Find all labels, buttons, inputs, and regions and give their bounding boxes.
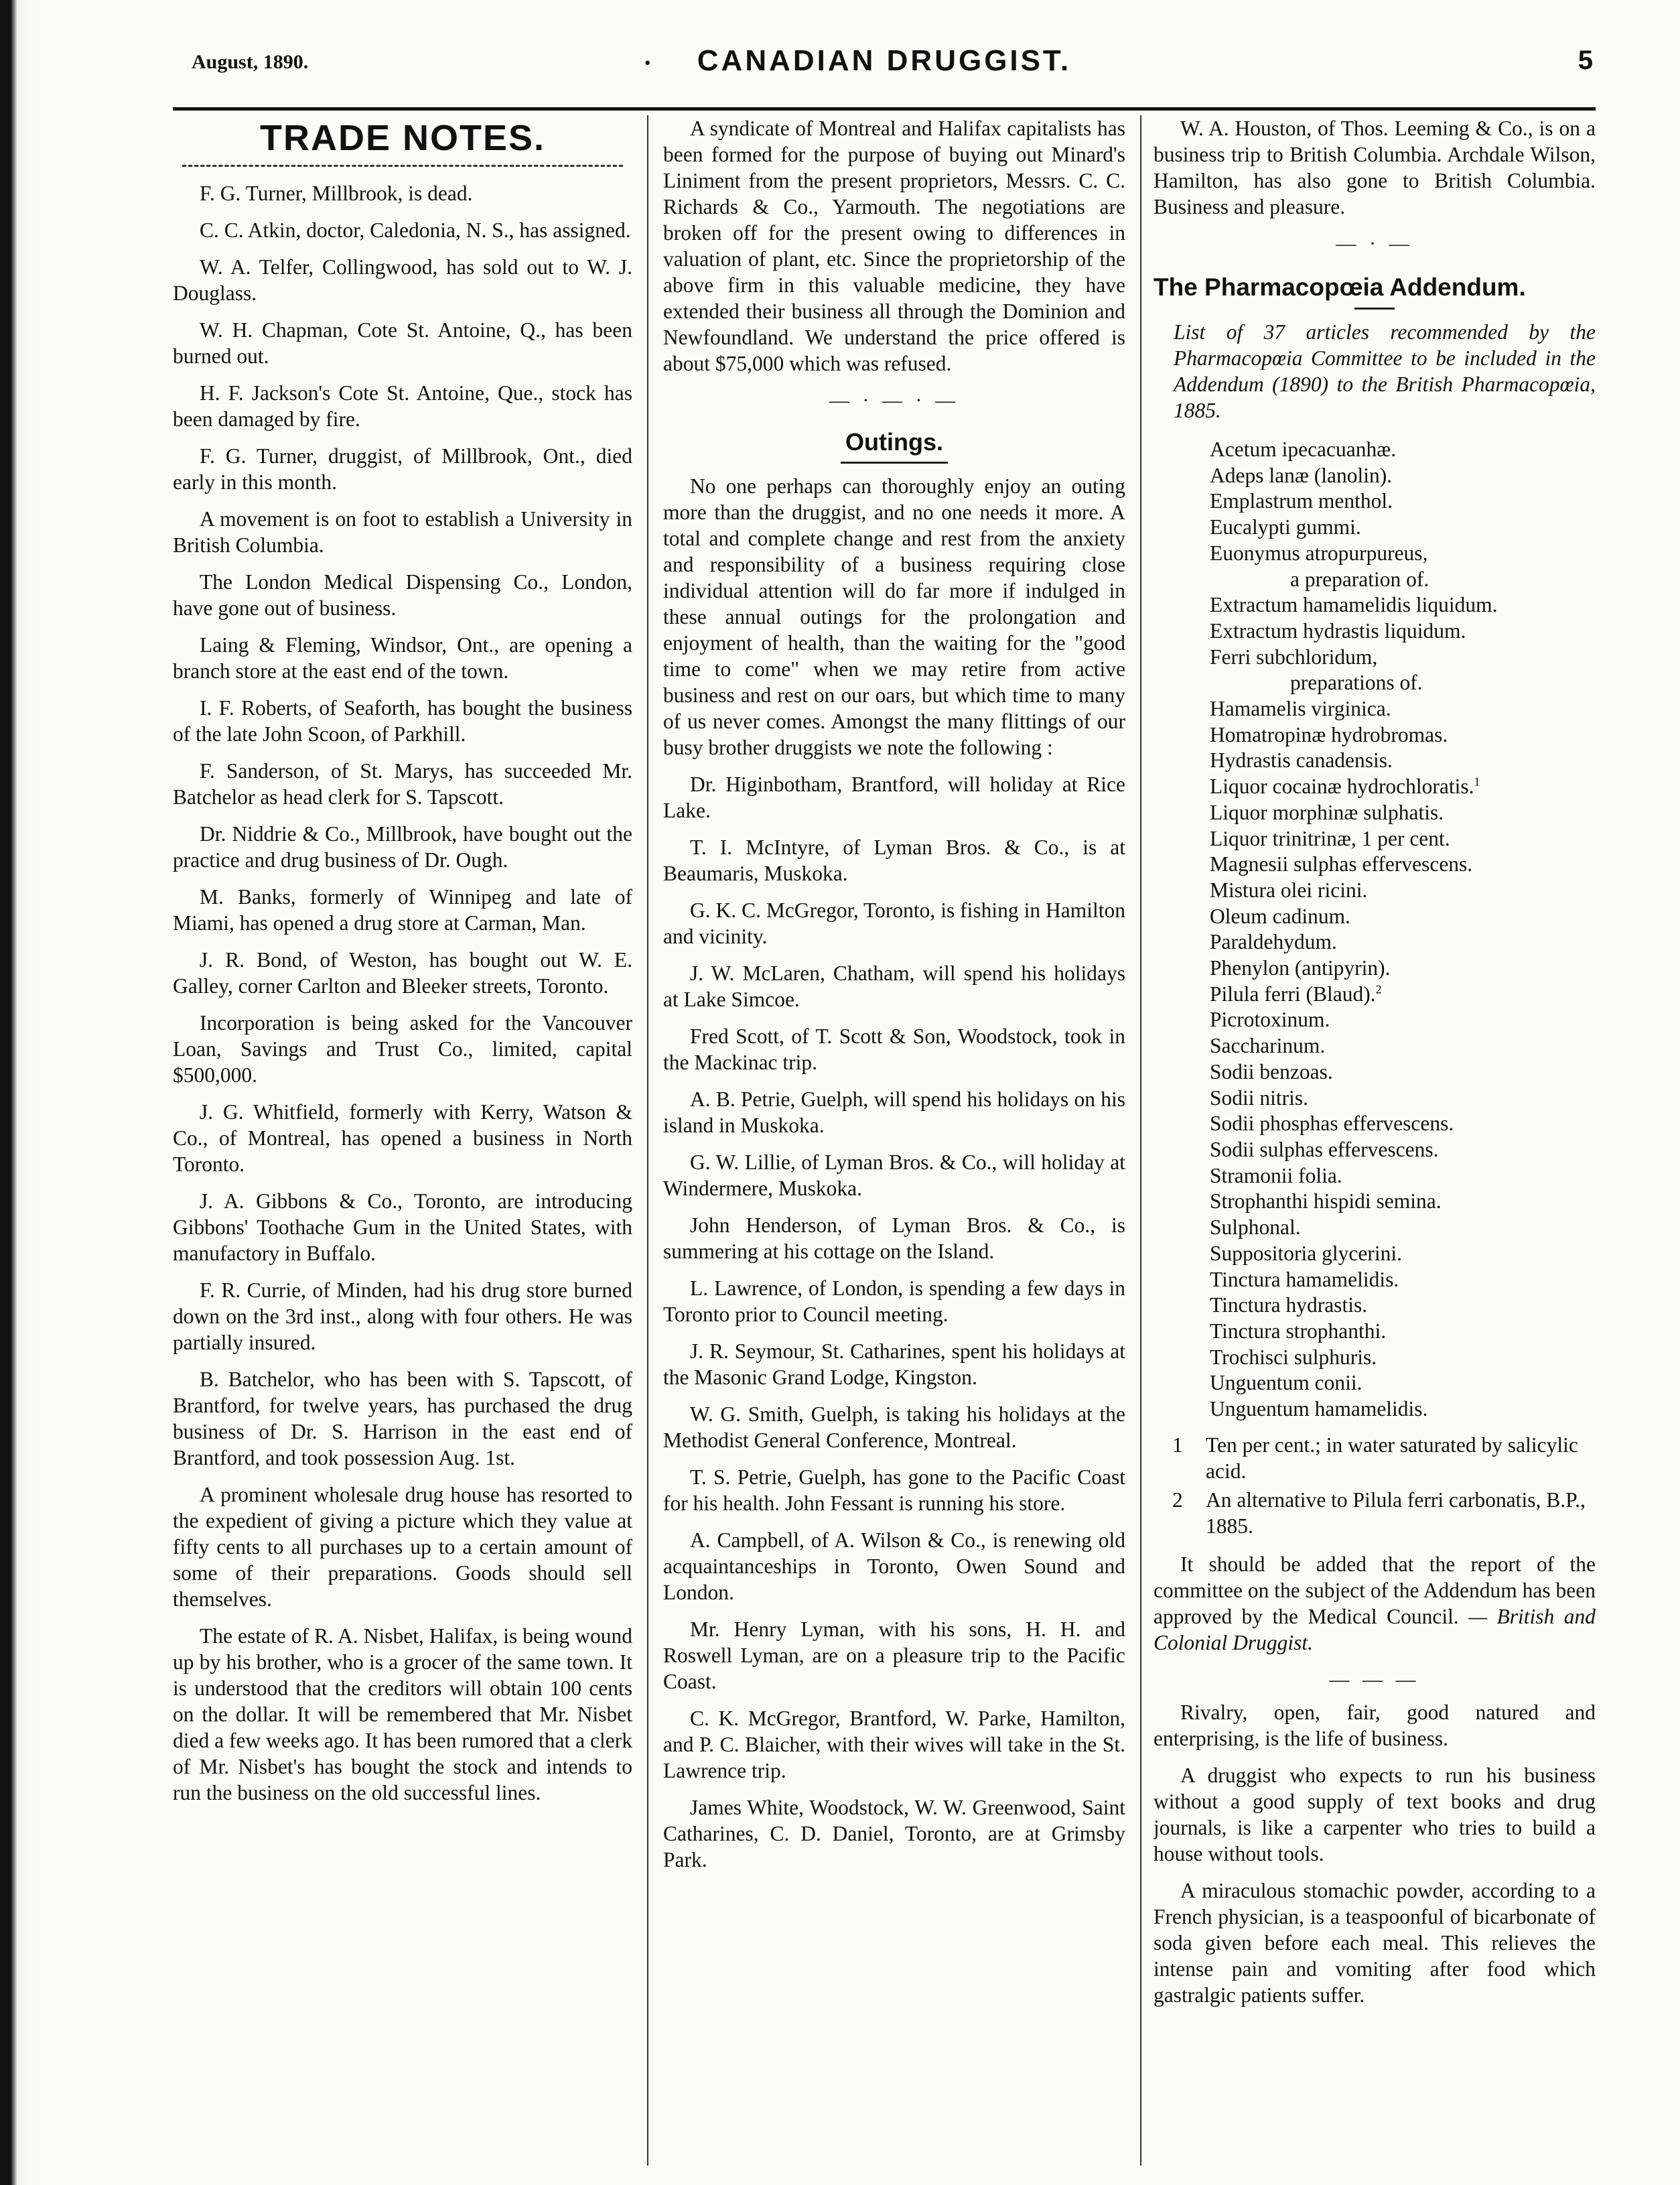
pharmacopoeia-article <box>1210 645 1596 696</box>
article-name: Pilula ferri (Blaud). <box>1210 982 1376 1006</box>
heading-rule <box>841 462 948 464</box>
article-name: Liquor morphinæ sulphatis. <box>1210 800 1444 824</box>
pharmacopoeia-article <box>1210 1033 1596 1059</box>
miscellany-item: A miraculous stomachic powder, according to a French physician, is a teaspoonful of bicarbonate of soda given before each meal. This relieves the intense pain and vomiting after food which gastralgic patients suffer. <box>1153 1878 1596 2007</box>
trade-note: The estate of R. A. Nisbet, Halifax, is being wound up by his brother, who is a grocer of the same town. It is understood that the creditors will obtain 100 cents on the dollar. It will be remembered that Mr. Nisbet died a few weeks ago. It has been rumored that a clerk of Mr. Nisbet's has bought the stock and intends to run the business on the old successful lines. <box>173 1624 632 1804</box>
page-number: 5 <box>1578 46 1593 75</box>
outing-item: W. G. Smith, Guelph, is taking his holidays at the Methodist General Conference, Montreal. <box>663 1402 1125 1452</box>
pharmacopoeia-article <box>1210 1111 1596 1137</box>
trade-note: W. H. Chapman, Cote St. Antoine, Q., has been burned out. <box>173 318 632 368</box>
pharmacopoeia-article <box>1210 722 1596 748</box>
closing-text: It should be added that the report of the committee on the subject of the Addendum has been approved by the Medical Council. <box>1153 1552 1596 1628</box>
article-name: Ferri subchloridum, <box>1210 645 1378 669</box>
article-name: Tinctura hamamelidis. <box>1210 1267 1399 1291</box>
article-name: Paraldehydum. <box>1210 930 1337 954</box>
heading-rule <box>182 165 624 167</box>
trade-notes-list <box>173 180 632 1806</box>
footnote-number: 1 <box>1172 1433 1183 1457</box>
article-name: Phenylon (antipyrin). <box>1210 956 1391 980</box>
outing-item: T. I. McIntyre, of Lyman Bros. & Co., is at Beaumaris, Muskoka. <box>663 836 1125 885</box>
pharmacopoeia-article <box>1210 515 1596 541</box>
article-name: Magnesii sulphas effervescens. <box>1210 852 1473 876</box>
article-subline: preparations of. <box>1290 671 1423 695</box>
outing-item: John Henderson, of Lyman Bros. & Co., is summering at his cottage on the Island. <box>663 1213 1125 1263</box>
pharmacopoeia-article <box>1210 618 1596 645</box>
pharmacopoeia-article <box>1210 1345 1596 1371</box>
article-name: Liquor trinitrinæ, 1 per cent. <box>1210 826 1450 850</box>
trade-note: C. C. Atkin, doctor, Caledonia, N. S., has assigned. <box>200 218 631 242</box>
trade-note: Incorporation is being asked for the Vancouver Loan, Savings and Trust Co., limited, capital $500,000. <box>173 1011 632 1087</box>
article-name: Unguentum hamamelidis. <box>1210 1397 1428 1421</box>
article-name: Sulphonal. <box>1210 1215 1301 1240</box>
miscellany-list <box>1153 1699 1596 2008</box>
outing-item: James White, Woodstock, W. W. Greenwood, Saint Catharines, C. D. Daniel, Toronto, are at Grimsby Park. <box>663 1796 1125 1871</box>
pharmacopoeia-article <box>1210 1267 1596 1293</box>
trade-note: F. G. Turner, druggist, of Millbrook, Ont., died early in this month. <box>173 444 632 494</box>
column-3 <box>1153 115 1596 2172</box>
pharmacopoeia-article <box>1210 774 1596 800</box>
footnote-marker: 1 <box>1474 775 1480 789</box>
article-name: Hydrastis canadensis. <box>1210 748 1393 773</box>
pharmacopoeia-article <box>1210 1241 1596 1267</box>
pharmacopoeia-closing <box>1153 1551 1596 1656</box>
article-name: Sodii benzoas. <box>1210 1059 1333 1083</box>
article-name: Mistura olei ricini. <box>1210 878 1368 902</box>
outing-item: W. A. Houston, of Thos. Leeming & Co., is on a business trip to British Columbia. Archdale Wilson, Hamilton, has also gone to British Columbia. Business and pleasure. <box>1153 117 1596 218</box>
pharmacopoeia-article <box>1210 1163 1596 1189</box>
outings-continued <box>1153 115 1596 220</box>
article-name: Euonymus atropurpureus, <box>1210 541 1428 565</box>
outing-item: Fred Scott, of T. Scott & Son, Woodstock, took in the Mackinac trip. <box>663 1024 1125 1074</box>
section-separator: — — — <box>1329 1668 1420 1691</box>
article-subline: a preparation of. <box>1290 567 1429 591</box>
footnote-marker: 2 <box>1375 982 1382 996</box>
trade-note: I. F. Roberts, of Seaforth, has bought the business of the late John Scoon, of Parkhill. <box>173 696 632 746</box>
page-binding-edge <box>0 0 39 2185</box>
pharmacopoeia-article <box>1210 463 1596 489</box>
section-separator: — · — · — <box>829 389 959 411</box>
outing-item: Dr. Higinbotham, Brantford, will holiday at Rice Lake. <box>663 773 1125 822</box>
outing-item: G. K. C. McGregor, Toronto, is fishing in Hamilton and vicinity. <box>663 899 1125 948</box>
article-name: Unguentum conii. <box>1210 1371 1362 1395</box>
article-name: Eucalypti gummi. <box>1210 515 1361 539</box>
column-2 <box>663 115 1125 2172</box>
outing-item: A. Campbell, of A. Wilson & Co., is renewing old acquaintanceships in Toronto, Owen Sound and London. <box>663 1528 1125 1604</box>
footnote-text: An alternative to Pilula ferri carbonatis, B.P., 1885. <box>1206 1487 1586 1538</box>
trade-note: F. G. Turner, Millbrook, is dead. <box>200 182 473 205</box>
article-name: Sodii nitris. <box>1210 1085 1309 1110</box>
pharmacopoeia-article <box>1210 878 1596 904</box>
trade-note: F. Sanderson, of St. Marys, has succeeded Mr. Batchelor as head clerk for S. Tapscott. <box>173 759 632 809</box>
pharmacopoeia-article <box>1210 1007 1596 1033</box>
heading-rule <box>1354 308 1395 310</box>
article-name: Hamamelis virginica. <box>1210 697 1391 721</box>
footnote <box>1172 1432 1596 1484</box>
pharmacopoeia-article <box>1210 955 1596 982</box>
trade-note: J. A. Gibbons & Co., Toronto, are introducing Gibbons' Toothache Gum in the United States, with manufactory in Buffalo. <box>173 1189 632 1265</box>
footnote <box>1172 1487 1596 1539</box>
article-name: Picrotoxinum. <box>1210 1008 1330 1032</box>
trade-note: A prominent wholesale drug house has resorted to the expedient of giving a picture which they value at fifty cents to all purchases up to a certain amount of some of their preparations. Goods should sell themselves. <box>173 1483 632 1611</box>
pharmacopoeia-article-list <box>1153 437 1596 1422</box>
outing-item: L. Lawrence, of London, is spending a few days in Toronto prior to Council meeting. <box>663 1276 1125 1326</box>
article-name: Tinctura strophanthi. <box>1210 1319 1387 1343</box>
trade-note: Laing & Fleming, Windsor, Ont., are opening a branch store at the east end of the town. <box>173 633 632 683</box>
miscellany-item: Rivalry, open, fair, good natured and enterprising, is the life of business. <box>1153 1700 1596 1750</box>
column-1 <box>173 115 632 2172</box>
miscellany-item: A druggist who expects to run his business without a good supply of text books and drug journals, is like a carpenter who tries to build a house without tools. <box>1153 1763 1596 1865</box>
trade-notes-heading: TRADE NOTES. <box>259 118 546 158</box>
outings-heading: Outings. <box>845 428 943 456</box>
outing-item: C. K. McGregor, Brantford, W. Parke, Hamilton, and P. C. Blaicher, with their wives will take in the St. Lawrence trip. <box>663 1707 1125 1782</box>
article-name: Adeps lanæ (lanolin). <box>1210 463 1393 487</box>
pharmacopoeia-article <box>1210 1396 1596 1422</box>
outing-item: A. B. Petrie, Guelph, will spend his holidays on his island in Muskoka. <box>663 1087 1125 1137</box>
pharmacopoeia-article <box>1210 1370 1596 1396</box>
pharmacopoeia-article <box>1210 1189 1596 1215</box>
article-name: Stramonii folia. <box>1210 1163 1342 1187</box>
outing-item: J. R. Seymour, St. Catharines, spent his holidays at the Masonic Grand Lodge, Kingston. <box>663 1339 1125 1389</box>
pharmacopoeia-article <box>1210 696 1596 722</box>
trade-notes-continued <box>663 115 1125 377</box>
pharmacopoeia-article <box>1210 1215 1596 1241</box>
trade-note: M. Banks, formerly of Winnipeg and late of Miami, has opened a drug store at Carman, Man. <box>173 885 632 935</box>
trade-note: The London Medical Dispensing Co., London, have gone out of business. <box>173 570 632 620</box>
pharmacopoeia-article <box>1210 1137 1596 1163</box>
trade-note: A movement is on foot to establish a University in British Columbia. <box>173 507 632 557</box>
masthead <box>167 42 1601 82</box>
article-name: Sodii phosphas effervescens. <box>1210 1112 1454 1136</box>
pharmacopoeia-article <box>1210 1319 1596 1345</box>
outing-item: J. W. McLaren, Chatham, will spend his holidays at Lake Simcoe. <box>663 962 1125 1011</box>
footnote-number: 2 <box>1172 1487 1183 1512</box>
article-name: Extractum hydrastis liquidum. <box>1210 618 1466 643</box>
pharmacopoeia-article <box>1210 437 1596 463</box>
article-name: Acetum ipecacuanhæ. <box>1210 438 1397 461</box>
article-name: Sodii sulphas effervescens. <box>1210 1137 1439 1161</box>
masthead-dot: · <box>643 48 652 78</box>
publication-title: CANADIAN DRUGGIST. <box>697 44 1072 77</box>
column-divider <box>1140 115 1141 2166</box>
article-name: Strophanthi hispidi semina. <box>1210 1189 1442 1213</box>
article-name: Emplastrum menthol. <box>1210 489 1393 513</box>
column-divider <box>647 115 648 2166</box>
article-name: Tinctura hydrastis. <box>1210 1293 1368 1317</box>
article-name: Liquor cocainæ hydrochloratis. <box>1210 775 1474 799</box>
pharmacopoeia-article <box>1210 982 1596 1008</box>
trade-note: W. A. Telfer, Collingwood, has sold out to W. J. Douglass. <box>173 255 632 305</box>
pharmacopoeia-article <box>1210 748 1596 774</box>
outings-intro: No one perhaps can thoroughly enjoy an outing more than the druggist, and no one needs it more. A total and complete change and rest from the anxiety and responsibility of a business requiring close individual attention will do far more if indulged in these annual outings for the prolongation and enjoyment of health, than the waiting for the "good time to come" when we may retire from active business and rest on our oars, but which time to many of us never comes. Amongst the many flittings of our busy brother druggists we note the following : <box>663 474 1125 759</box>
section-separator: — · — <box>1336 233 1413 255</box>
pharmacopoeia-article <box>1210 541 1596 592</box>
outing-item: Mr. Henry Lyman, with his sons, H. H. and Roswell Lyman, are on a pleasure trip to the Pacific Coast. <box>663 1617 1125 1693</box>
pharmacopoeia-article <box>1210 488 1596 515</box>
trade-note: B. Batchelor, who has been with S. Tapscott, of Brantford, for twelve years, has purchased the drug business of Dr. S. Harrison in the east end of Brantford, and took possession Aug. 1st. <box>173 1368 632 1469</box>
pharmacopoeia-article <box>1210 1293 1596 1319</box>
trade-note: H. F. Jackson's Cote St. Antoine, Que., stock has been damaged by fire. <box>173 381 632 431</box>
trade-note: J. G. Whitfield, formerly with Kerry, Watson & Co., of Montreal, has opened a business in North Toronto. <box>173 1100 632 1176</box>
source-credit: — British and Colonial Druggist. <box>1153 1604 1596 1654</box>
article-name: Oleum cadinum. <box>1210 904 1350 928</box>
trade-note: J. R. Bond, of Weston, has bought out W. E. Galley, corner Carlton and Bleeker streets, Toronto. <box>173 948 632 998</box>
pharmacopoeia-article <box>1210 904 1596 930</box>
article-name: Saccharinum. <box>1210 1034 1326 1058</box>
article-name: Suppositoria glycerini. <box>1210 1241 1402 1265</box>
pharmacopoeia-article <box>1210 592 1596 618</box>
trade-note: Dr. Niddrie & Co., Millbrook, have bought out the practice and drug business of Dr. Ough. <box>173 822 632 872</box>
pharmacopoeia-intro: List of 37 articles recommended by the Pharmacopœia Committee to be included in the Addendum (1890) to the British Pharmacopœia, 1885. <box>1174 320 1596 422</box>
outing-item: G. W. Lillie, of Lyman Bros. & Co., will holiday at Windermere, Muskoka. <box>663 1150 1125 1200</box>
article-name: Trochisci sulphuris. <box>1210 1345 1377 1369</box>
footnote-text: Ten per cent.; in water saturated by salicylic acid. <box>1206 1433 1578 1483</box>
pharmacopoeia-article <box>1210 852 1596 878</box>
trade-note: F. R. Currie, of Minden, had his drug store burned down on the 3rd inst., along with four others. He was partially insured. <box>173 1278 632 1354</box>
masthead-rule <box>173 107 1596 111</box>
pharmacopoeia-heading: The Pharmacopœia Addendum. <box>1153 273 1526 301</box>
pharmacopoeia-article <box>1210 1059 1596 1085</box>
pharmacopoeia-article <box>1210 800 1596 826</box>
outing-item: T. S. Petrie, Guelph, has gone to the Pacific Coast for his health. John Fessant is running his store. <box>663 1465 1125 1515</box>
footnotes <box>1153 1432 1596 1539</box>
issue-date: August, 1890. <box>192 51 309 73</box>
article-name: Homatropinæ hydrobromas. <box>1210 722 1448 746</box>
article-name: Extractum hamamelidis liquidum. <box>1210 593 1498 617</box>
pharmacopoeia-article <box>1210 826 1596 852</box>
trade-note: A syndicate of Montreal and Halifax capitalists has been formed for the purpose of buying out Minard's Liniment from the present proprietors, Messrs. C. C. Richards & Co., Yarmouth. The negotiations are broken off for the present owing to differences in valuation of plant, etc. Since the proprietorship of the above firm in this valuable medicine, they have extended their business all through the Dominion and Newfoundland. We understand the price offered is about $75,000 which was refused. <box>663 117 1125 375</box>
pharmacopoeia-article <box>1210 929 1596 955</box>
pharmacopoeia-article <box>1210 1085 1596 1112</box>
outings-list <box>663 771 1125 1873</box>
